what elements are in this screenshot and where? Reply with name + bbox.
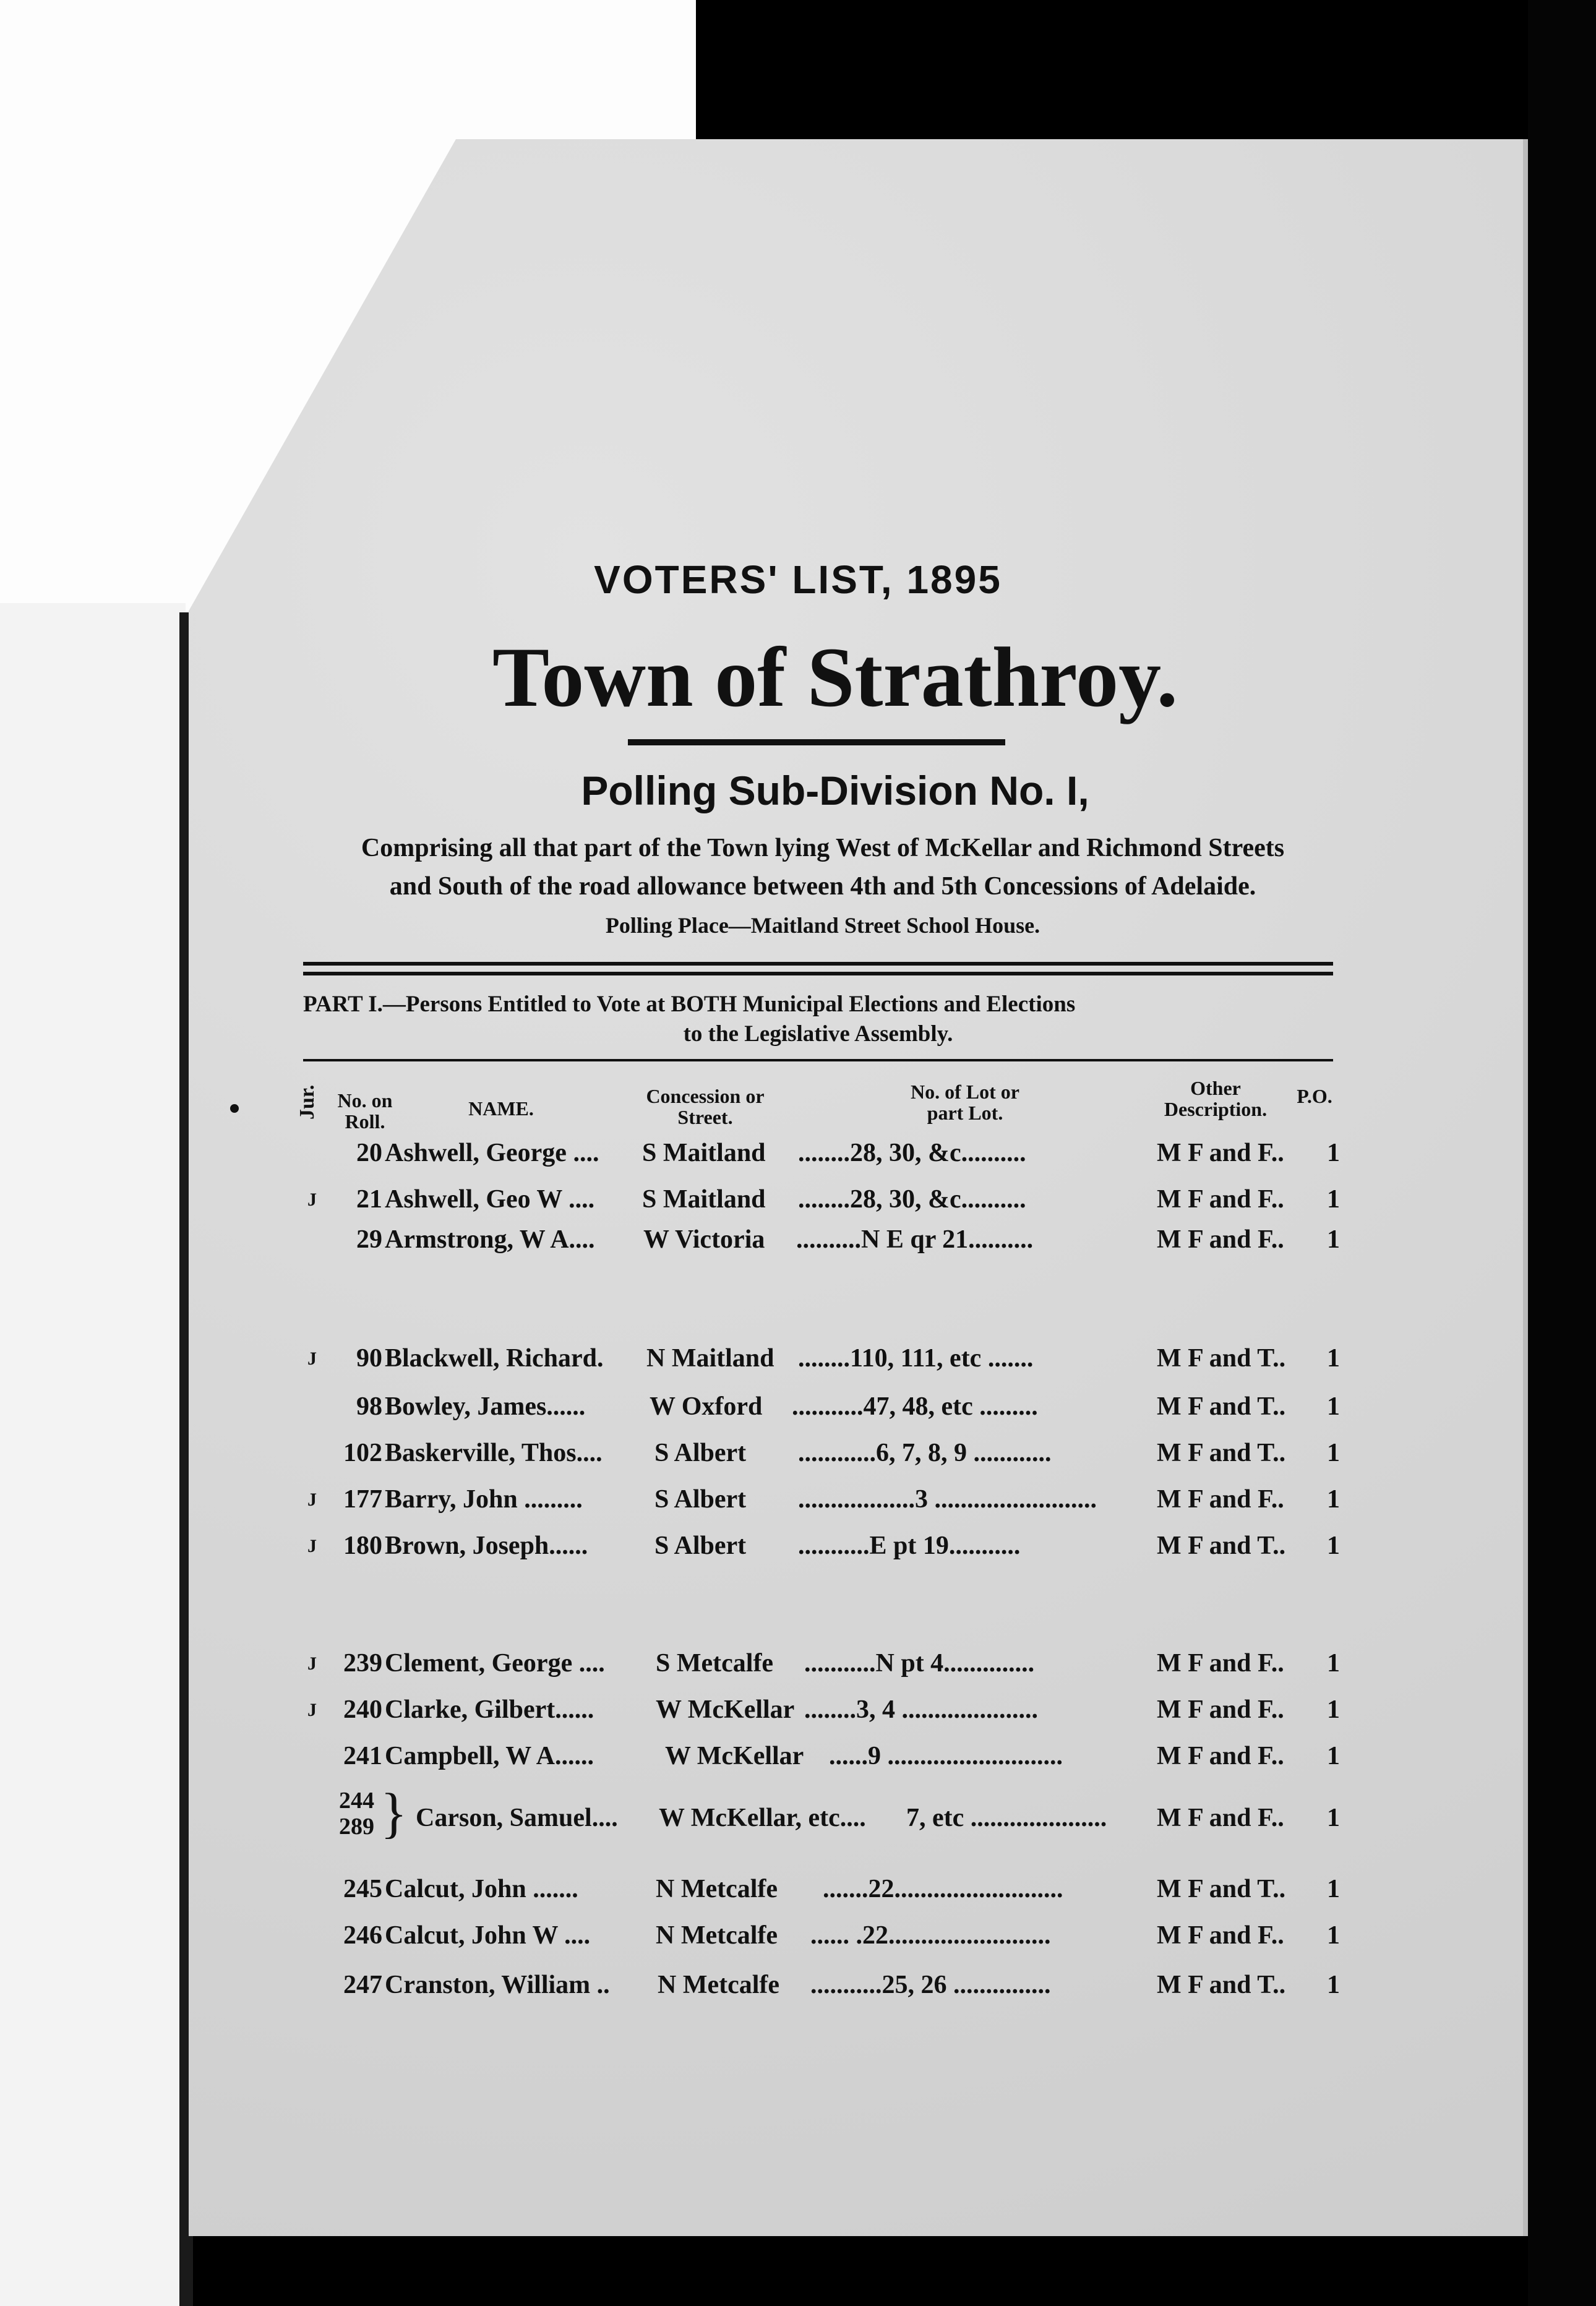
po-number: 1 bbox=[1327, 1392, 1340, 1421]
table-row bbox=[0, 1874, 1596, 1905]
lot-number: ............6, 7, 8, 9 ............ bbox=[798, 1439, 1052, 1467]
roll-number: 246 bbox=[343, 1921, 382, 1950]
po-number: 1 bbox=[1327, 1185, 1340, 1214]
col-header-name: NAME. bbox=[468, 1097, 534, 1120]
table-row bbox=[0, 1185, 1596, 1215]
lot-number: ..................3 ......................... bbox=[798, 1485, 1097, 1514]
table-row bbox=[0, 1138, 1596, 1169]
voter-name: Clement, George .... bbox=[385, 1649, 605, 1678]
voter-name: Barry, John ......... bbox=[385, 1485, 583, 1514]
street: S Metcalfe bbox=[656, 1649, 774, 1678]
part-heading-line-1: PART I.—Persons Entitled to Vote at BOTH Municipal Elections and Elections bbox=[303, 992, 1076, 1017]
description-line-1: Comprising all that part of the Town lying West of McKellar and Richmond Streets bbox=[361, 834, 1285, 862]
po-number: 1 bbox=[1327, 1971, 1340, 1999]
other-description: M F and F.. bbox=[1157, 1225, 1284, 1254]
table-row bbox=[0, 1225, 1596, 1256]
title-rule bbox=[628, 739, 1005, 745]
roll-number: 21 bbox=[356, 1185, 382, 1214]
street: W McKellar bbox=[656, 1695, 795, 1724]
street: S Maitland bbox=[642, 1185, 766, 1214]
po-number: 1 bbox=[1327, 1344, 1340, 1373]
table-row bbox=[0, 1438, 1596, 1469]
table-top-rule bbox=[303, 1059, 1333, 1061]
street: W Oxford bbox=[650, 1392, 763, 1421]
table-row bbox=[0, 1344, 1596, 1374]
street: N Metcalfe bbox=[656, 1875, 778, 1903]
street: N Maitland bbox=[646, 1344, 774, 1373]
other-description: M F and F.. bbox=[1157, 1804, 1284, 1832]
voter-name: Campbell, W A...... bbox=[385, 1742, 594, 1770]
col-header-other-description: Other Description. bbox=[1164, 1077, 1268, 1120]
other-description: M F and F.. bbox=[1157, 1921, 1284, 1950]
col-header-po: P.O. bbox=[1297, 1085, 1332, 1107]
table-row bbox=[0, 1485, 1596, 1515]
lot-number: ........3, 4 ..................... bbox=[804, 1695, 1038, 1724]
roll-number: 90 bbox=[356, 1344, 382, 1373]
other-description: M F and T.. bbox=[1157, 1439, 1286, 1467]
lot-number: ...........25, 26 ............... bbox=[810, 1971, 1051, 1999]
table-row bbox=[0, 1648, 1596, 1679]
jur-marker: J bbox=[307, 1700, 317, 1720]
col-header-jur: Jur. bbox=[296, 1084, 319, 1120]
lot-number: 7, etc ..................... bbox=[906, 1804, 1107, 1832]
table-row bbox=[0, 1531, 1596, 1562]
other-description: M F and T.. bbox=[1157, 1392, 1286, 1421]
street: N Metcalfe bbox=[658, 1971, 780, 1999]
street: N Metcalfe bbox=[656, 1921, 778, 1950]
polling-place: Polling Place—Maitland Street School House. bbox=[605, 913, 1040, 938]
voter-name: Calcut, John ....... bbox=[385, 1875, 578, 1903]
roll-number: 245 bbox=[343, 1875, 382, 1903]
other-description: M F and F.. bbox=[1157, 1695, 1284, 1724]
voter-name: Cranston, William .. bbox=[385, 1971, 610, 1999]
po-number: 1 bbox=[1327, 1649, 1340, 1678]
table-row bbox=[0, 1921, 1596, 1952]
col-header-no-on-roll: No. on Roll. bbox=[337, 1089, 393, 1133]
po-number: 1 bbox=[1327, 1875, 1340, 1903]
other-description: M F and F.. bbox=[1157, 1485, 1284, 1514]
roll-number-group bbox=[339, 1788, 374, 1840]
voter-name: Bowley, James...... bbox=[385, 1392, 586, 1421]
lot-number: ........28, 30, &c.......... bbox=[798, 1139, 1026, 1167]
street: W McKellar, etc.... bbox=[659, 1804, 866, 1832]
roll-number: 244 bbox=[339, 1788, 374, 1814]
brace-glyph: } bbox=[380, 1783, 408, 1844]
po-number: 1 bbox=[1327, 1921, 1340, 1950]
other-description: M F and T.. bbox=[1157, 1875, 1286, 1903]
street: S Maitland bbox=[642, 1139, 766, 1167]
ink-dot bbox=[230, 1104, 239, 1113]
lot-number: ...... .22......................... bbox=[810, 1921, 1051, 1950]
jur-marker: J bbox=[307, 1189, 317, 1210]
roll-number: 180 bbox=[343, 1532, 382, 1560]
po-number: 1 bbox=[1327, 1439, 1340, 1467]
roll-number: 240 bbox=[343, 1695, 382, 1724]
part-heading bbox=[303, 990, 1333, 1049]
po-number: 1 bbox=[1327, 1695, 1340, 1724]
other-description: M F and F.. bbox=[1157, 1742, 1284, 1770]
roll-number: 29 bbox=[356, 1225, 382, 1254]
other-description: M F and F.. bbox=[1157, 1649, 1284, 1678]
po-number: 1 bbox=[1327, 1139, 1340, 1167]
voter-name: Blackwell, Richard. bbox=[385, 1344, 604, 1373]
street: W McKellar bbox=[665, 1742, 804, 1770]
lot-number: ...........E pt 19........... bbox=[798, 1532, 1021, 1560]
town-name: Town of Strathroy. bbox=[492, 630, 1178, 724]
double-rule-top bbox=[303, 962, 1333, 966]
voter-name: Carson, Samuel.... bbox=[416, 1804, 618, 1832]
voter-name: Brown, Joseph...... bbox=[385, 1532, 588, 1560]
po-number: 1 bbox=[1327, 1804, 1340, 1832]
voter-name: Clarke, Gilbert...... bbox=[385, 1695, 594, 1724]
other-description: M F and T.. bbox=[1157, 1344, 1286, 1373]
col-header-lot: No. of Lot or part Lot. bbox=[911, 1081, 1019, 1124]
street: S Albert bbox=[654, 1439, 747, 1467]
lot-number: ...........47, 48, etc ......... bbox=[792, 1392, 1038, 1421]
jur-marker: J bbox=[307, 1348, 317, 1369]
document-title: VOTERS' LIST, 1895 bbox=[594, 557, 1002, 602]
roll-number: 239 bbox=[343, 1649, 382, 1678]
description-line-2: and South of the road allowance between 4th and 5th Concessions of Adelaide. bbox=[389, 872, 1256, 901]
jur-marker: J bbox=[307, 1536, 317, 1556]
table-row bbox=[0, 1741, 1596, 1772]
part-heading-line-2: to the Legislative Assembly. bbox=[683, 1021, 953, 1047]
voter-name: Armstrong, W A.... bbox=[385, 1225, 595, 1254]
roll-number: 247 bbox=[343, 1971, 382, 1999]
boundary-description bbox=[25, 829, 1596, 906]
table-row bbox=[0, 1695, 1596, 1726]
voter-name: Calcut, John W .... bbox=[385, 1921, 591, 1950]
other-description: M F and T.. bbox=[1157, 1971, 1286, 1999]
other-description: M F and F.. bbox=[1157, 1185, 1284, 1214]
table-row bbox=[0, 1392, 1596, 1423]
po-number: 1 bbox=[1327, 1742, 1340, 1770]
roll-number: 98 bbox=[356, 1392, 382, 1421]
lot-number: ...........N pt 4.............. bbox=[804, 1649, 1035, 1678]
table-row bbox=[0, 1783, 1596, 1844]
lot-number: .......22.......................... bbox=[823, 1875, 1063, 1903]
street: S Albert bbox=[654, 1532, 747, 1560]
lot-number: ..........N E qr 21.......... bbox=[796, 1225, 1034, 1254]
street: W Victoria bbox=[643, 1225, 765, 1254]
double-rule-bottom bbox=[303, 972, 1333, 975]
roll-number: 241 bbox=[343, 1742, 382, 1770]
lot-number: ......9 ........................... bbox=[829, 1742, 1063, 1770]
jur-marker: J bbox=[307, 1489, 317, 1510]
po-number: 1 bbox=[1327, 1485, 1340, 1514]
street: S Albert bbox=[654, 1485, 747, 1514]
other-description: M F and F.. bbox=[1157, 1139, 1284, 1167]
lot-number: ........28, 30, &c.......... bbox=[798, 1185, 1026, 1214]
col-header-concession: Concession or Street. bbox=[646, 1085, 765, 1128]
voter-name: Baskerville, Thos.... bbox=[385, 1439, 603, 1467]
other-description: M F and T.. bbox=[1157, 1532, 1286, 1560]
roll-number: 102 bbox=[343, 1439, 382, 1467]
roll-number: 20 bbox=[356, 1139, 382, 1167]
roll-number: 289 bbox=[339, 1814, 374, 1840]
lot-number: ........110, 111, etc ....... bbox=[798, 1344, 1034, 1373]
table-row bbox=[0, 1970, 1596, 2001]
po-number: 1 bbox=[1327, 1225, 1340, 1254]
roll-number: 177 bbox=[343, 1485, 382, 1514]
voter-name: Ashwell, George .... bbox=[385, 1139, 599, 1167]
po-number: 1 bbox=[1327, 1532, 1340, 1560]
jur-marker: J bbox=[307, 1653, 317, 1674]
voter-name: Ashwell, Geo W .... bbox=[385, 1185, 595, 1214]
subdivision-heading: Polling Sub-Division No. I, bbox=[581, 768, 1089, 813]
